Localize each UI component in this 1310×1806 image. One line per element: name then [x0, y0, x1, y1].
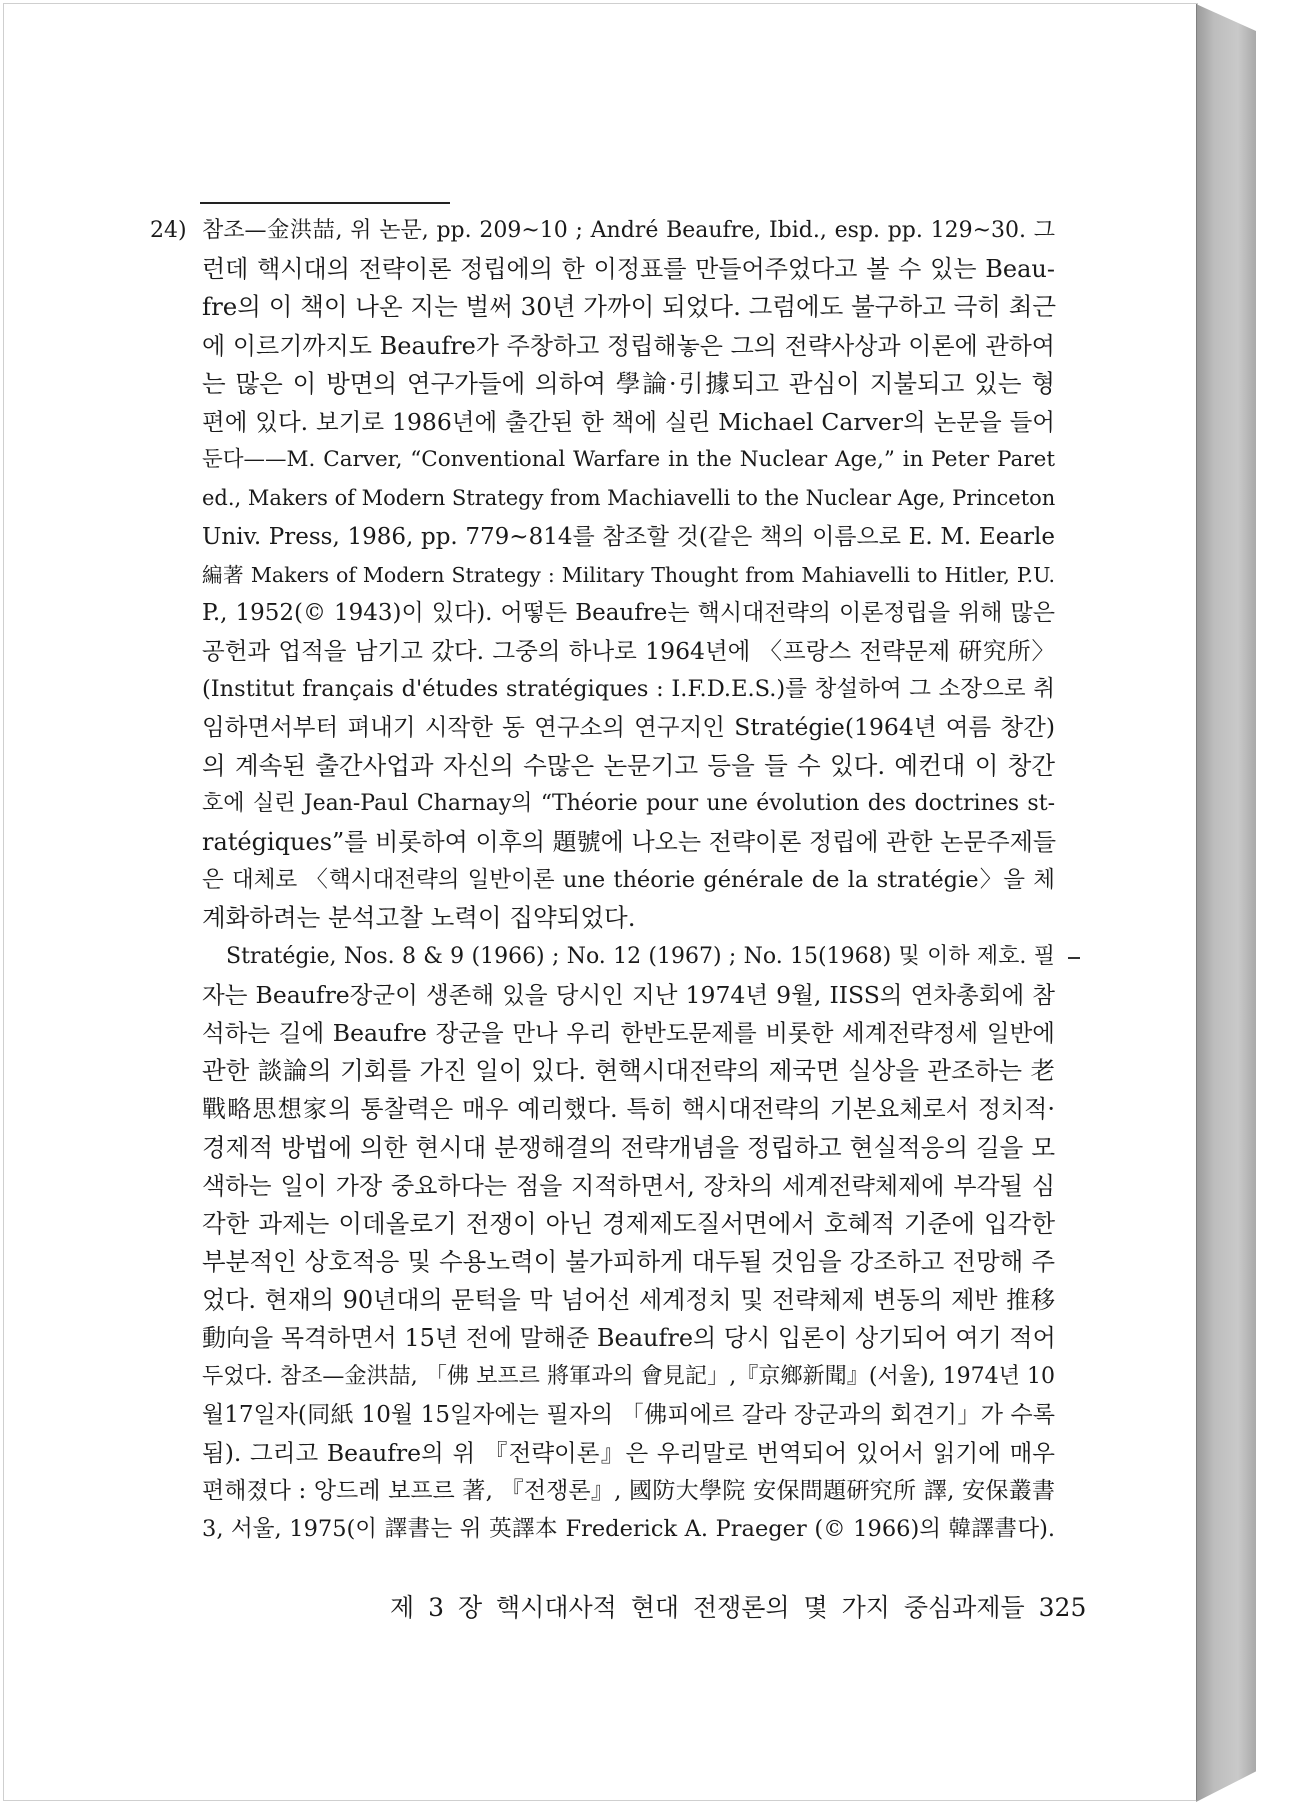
- margin-mark: [1068, 957, 1080, 959]
- footnote-line: fre의 이 책이 나온 지는 벌써 30년 가까이 되었다. 그럼에도 불구하고 극히 최근: [202, 292, 1057, 322]
- footnote-line: 24) 참조—金洪喆, 위 논문, pp. 209~10 ; André Beaufre, Ibid., esp. pp. 129~30. 그: [150, 212, 1055, 250]
- footnote-paragraph-line: 각한 과제는 이데올로기 전쟁이 아닌 경제제도질서면에서 호혜적 기준에 입각한: [202, 1208, 1055, 1238]
- footnote-line: 는 많은 이 방면의 연구가들에 의하여 學論·引據되고 관심이 지불되고 있는 형: [202, 368, 1055, 398]
- footnote-line: 호에 실린 Jean-Paul Charnay의 “Théorie pour une évolution des doctrines st-: [202, 790, 1055, 816]
- footnote-line: 둔다——M. Carver, “Conventional Warfare in the Nuclear Age,” in Peter Paret: [202, 447, 1055, 473]
- footnote-line: (Institut français d'études stratégiques : I.F.D.E.S.)를 창설하여 그 소장으로 취: [202, 676, 1055, 703]
- footnote-paragraph-line: 戰略思想家의 통찰력은 매우 예리했다. 특히 핵시대전략의 기본요체로서 정치적·: [202, 1095, 1055, 1124]
- footnote-paragraph-line: 석하는 길에 Beaufre 장군을 만나 우리 한반도문제를 비롯한 세계전략정세 일반에: [202, 1018, 1055, 1047]
- footnote-separator-rule: [200, 202, 450, 204]
- footnote-paragraph-line: 편해졌다 : 앙드레 보프르 著, 『전쟁론』, 國防大學院 安保問題硏究所 譯, 安保叢書: [202, 1478, 1055, 1505]
- footnote-line: 계화하려는 분석고찰 노력이 집약되었다.: [202, 903, 636, 933]
- footnote-line: ratégiques”를 비롯하여 이후의 題號에 나오는 전략이론 정립에 관한 논문주제들: [202, 828, 1057, 856]
- footnote-line: 임하면서부터 펴내기 시작한 동 연구소의 연구지인 Stratégie(1964년 여름 창간): [202, 713, 1055, 742]
- footnote-paragraph-line: 었다. 현재의 90년대의 문턱을 막 넘어선 세계정치 및 전략체제 변동의 제반 推移: [202, 1286, 1055, 1315]
- footnote-paragraph-line: 됨). 그리고 Beaufre의 위 『전략이론』은 우리말로 번역되어 있어서 읽기에 매우: [202, 1439, 1055, 1467]
- footnote-line: ed., Makers of Modern Strategy from Machiavelli to the Nuclear Age, Princeton: [202, 486, 1056, 511]
- footnote-line: 의 계속된 출간사업과 자신의 수많은 논문기고 등을 들 수 있다. 예컨대 이 창간: [202, 750, 1055, 780]
- footnote-24: [150, 212, 1055, 1549]
- page-number: 325: [1038, 1593, 1087, 1622]
- footnote-paragraph-line: 월17일자(同紙 10월 15일자에는 필자의 「佛피에르 갈라 장군과의 회견기」가 수록: [202, 1401, 1055, 1428]
- footnote-paragraph-line: 경제적 방법에 의한 현시대 분쟁해결의 전략개념을 정립하고 현실적응의 길을 모: [202, 1132, 1055, 1162]
- footnote-line: 은 대체로 〈핵시대전략의 일반이론 une théorie générale de la stratégie〉을 체: [202, 867, 1055, 894]
- footnote-line: 編著 Makers of Modern Strategy : Military Thought from Mahiavelli to Hitler, P.U.: [202, 562, 1055, 587]
- footnote-line: 런데 핵시대의 전략이론 정립에의 한 이정표를 만들어주었다고 볼 수 있는 Beau-: [202, 255, 1055, 284]
- footnote-paragraph-line: 관한 談論의 기회를 가진 일이 있다. 현핵시대전략의 제국면 실상을 관조하는 老: [202, 1056, 1055, 1086]
- footnote-line: 공헌과 업적을 남기고 갔다. 그중의 하나로 1964년에 〈프랑스 전략문제 硏究所〉: [202, 637, 1055, 666]
- page-stack-edge: [1196, 4, 1256, 1802]
- footnote-paragraph-line: 3, 서울, 1975(이 譯書는 위 英譯本 Frederick A. Praeger (© 1966)의 韓譯書다).: [202, 1516, 1055, 1543]
- footnote-line: P., 1952(© 1943)이 있다). 어떻든 Beaufre는 핵시대전략의 이론정립을 위해 많은: [202, 599, 1055, 626]
- footnote-paragraph-line: Stratégie, Nos. 8 & 9 (1966) ; No. 12 (1967) ; No. 15(1968) 및 이하 제호. 필: [226, 943, 1055, 969]
- chapter-title: 제 3 장 핵시대사적 현대 전쟁론의 몇 가지 중심과제들: [390, 1593, 1025, 1622]
- footnote-paragraph-line: 자는 Beaufre장군이 생존해 있을 당시인 지난 1974년 9월, IISS의 연차총회에 참: [202, 980, 1055, 1009]
- footnote-paragraph-line: 색하는 일이 가장 중요하다는 점을 지적하면서, 장차의 세계전략체제에 부각될 심: [202, 1171, 1055, 1200]
- footnote-line: Univ. Press, 1986, pp. 779~814를 참조할 것(같은 책의 이름으로 E. M. Eearle: [202, 523, 1055, 550]
- running-footer: [390, 1588, 1087, 1624]
- footnote-paragraph-line: 두었다. 참조—金洪喆, 「佛 보프르 將軍과의 會見記」,『京鄉新聞』(서울), 1974년 10: [202, 1363, 1055, 1389]
- footnote-paragraph-line: 動向을 목격하면서 15년 전에 말해준 Beaufre의 당시 입론이 상기되어 여기 적어: [202, 1324, 1056, 1353]
- footnote-line: 편에 있다. 보기로 1986년에 출간된 한 책에 실린 Michael Carver의 논문을 들어: [202, 407, 1055, 436]
- footnote-number: 24): [150, 218, 187, 243]
- footnote-paragraph-line: 부분적인 상호적응 및 수용노력이 불가피하게 대두될 것임을 강조하고 전망해 주: [202, 1247, 1055, 1277]
- page-edge-line: [1196, 4, 1197, 1800]
- footnote-line: 에 이르기까지도 Beaufre가 주창하고 정립해놓은 그의 전략사상과 이론에 관하여: [202, 331, 1055, 360]
